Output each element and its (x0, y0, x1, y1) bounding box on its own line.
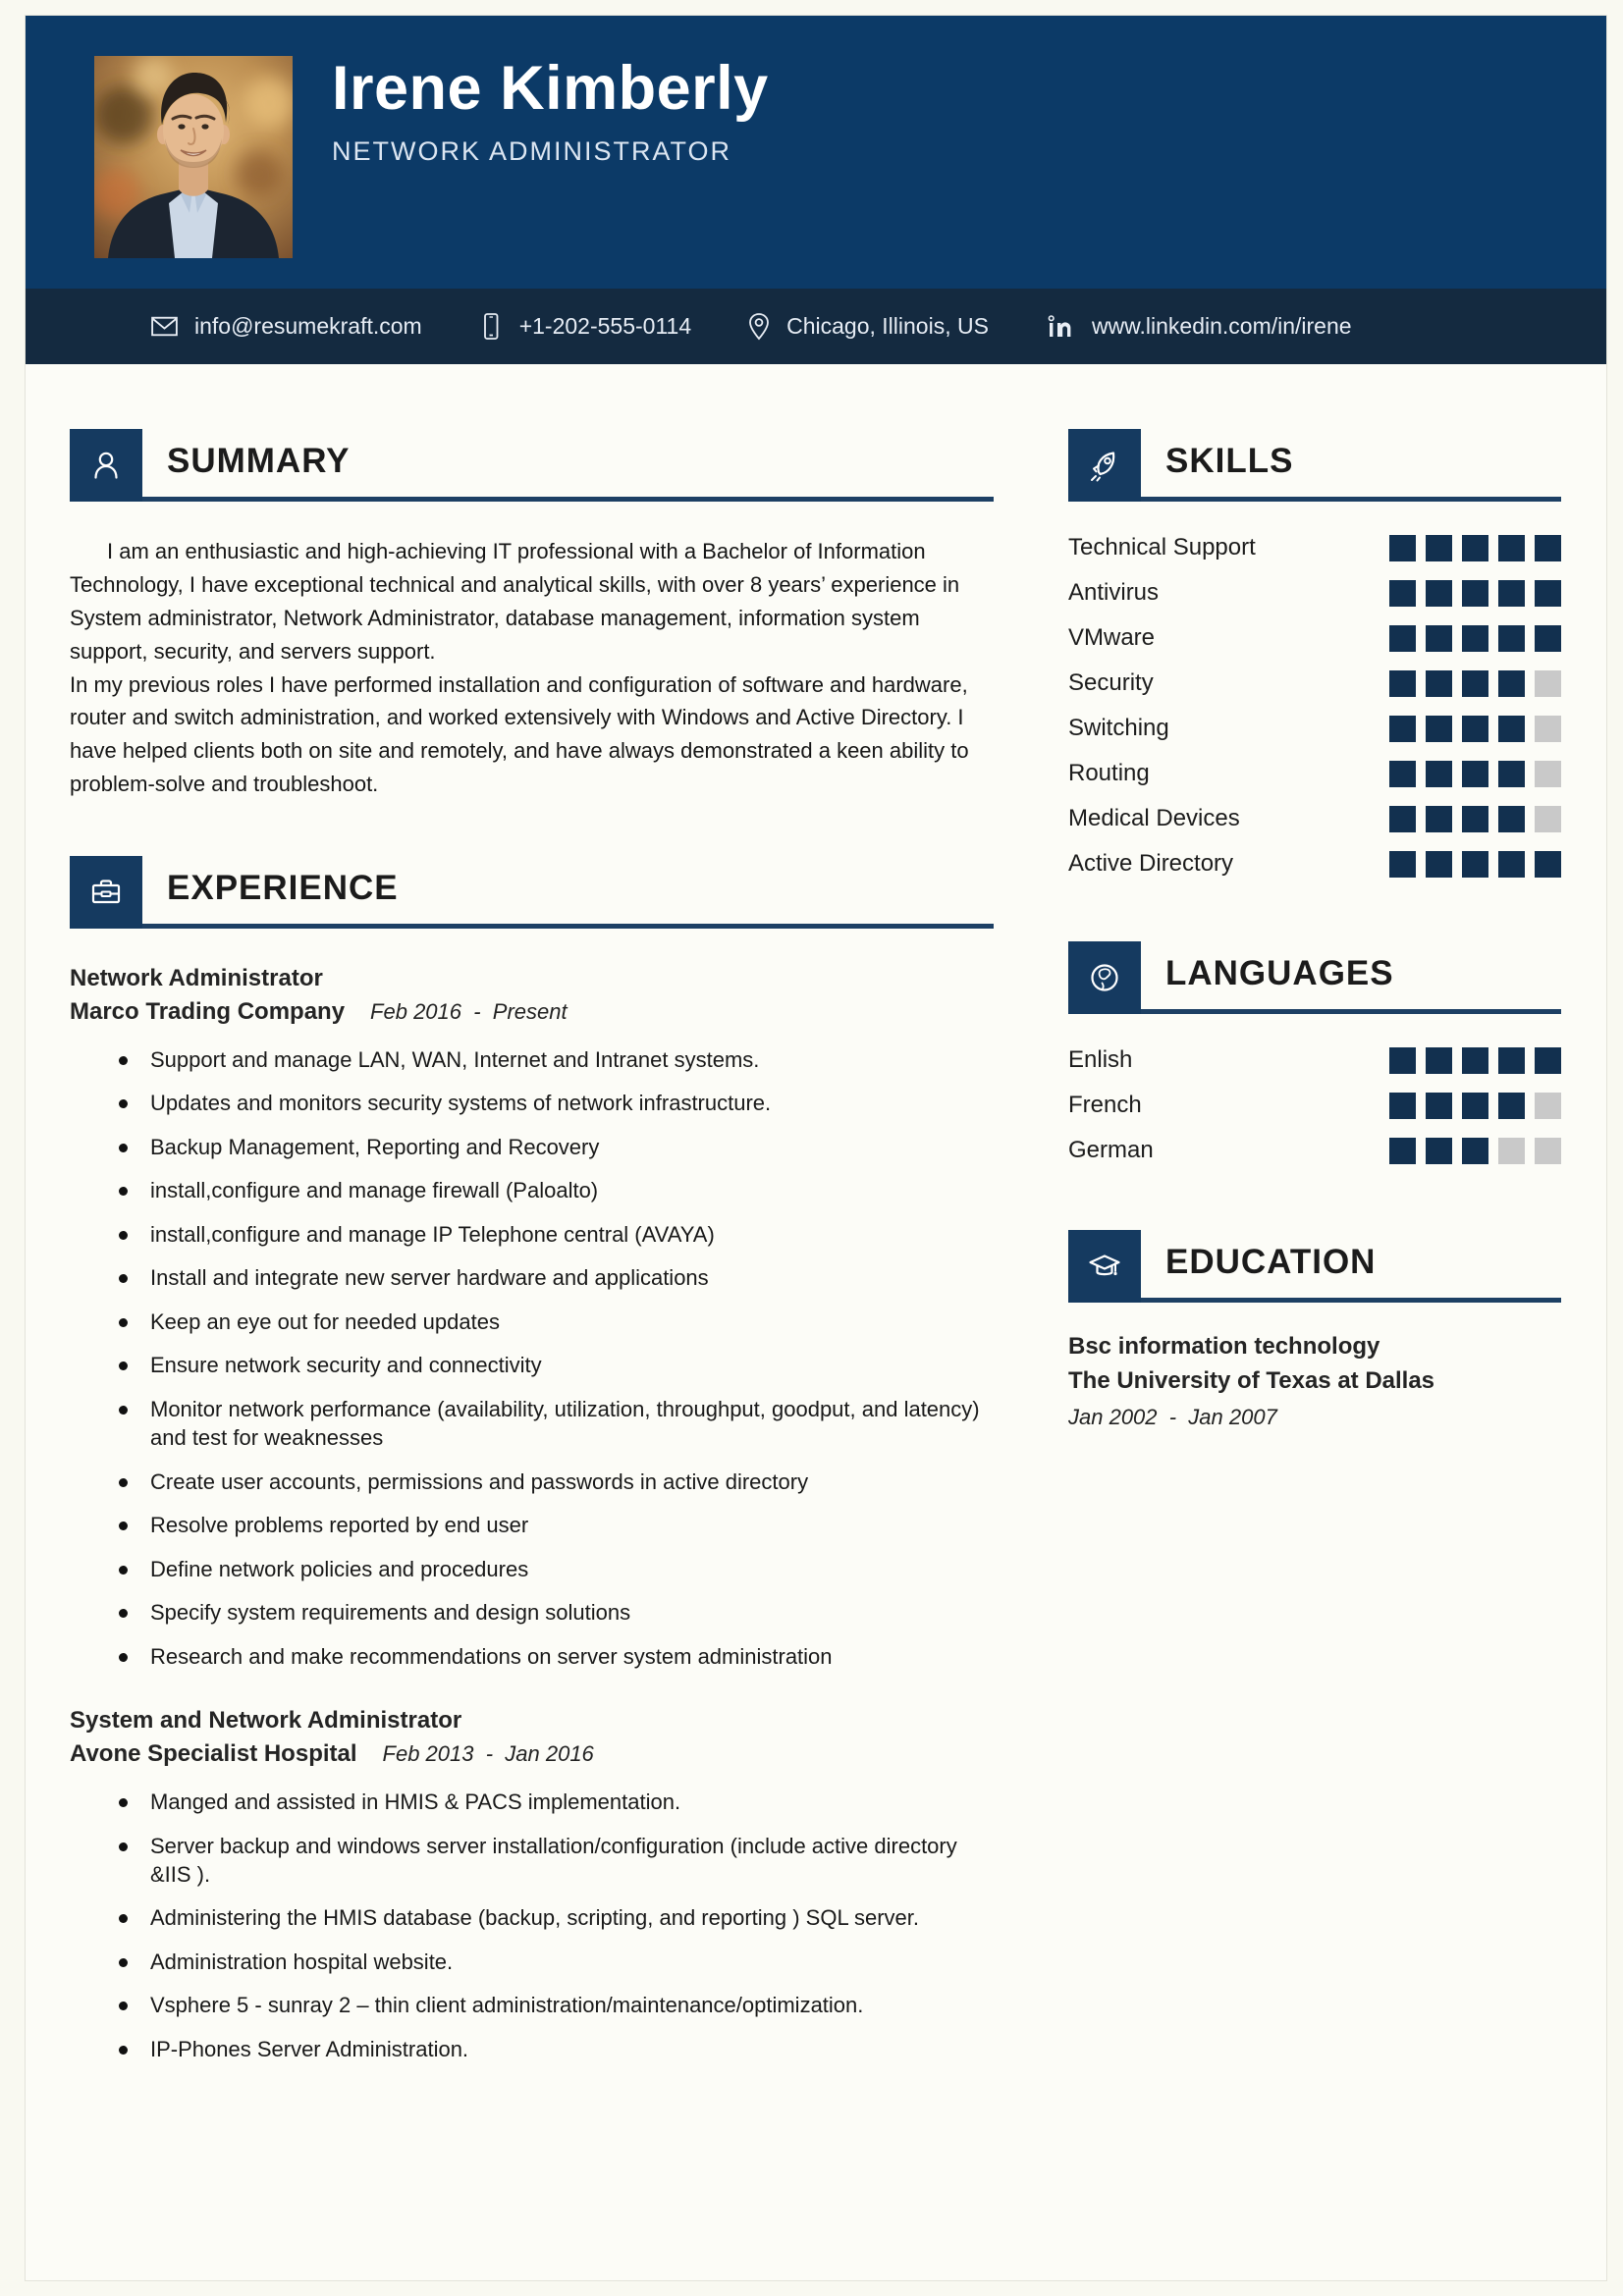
rating-square-filled (1462, 806, 1488, 832)
linkedin-icon (1044, 311, 1077, 342)
rating-square-filled (1498, 535, 1525, 561)
rating-square-empty (1535, 761, 1561, 787)
rating-square-filled (1462, 761, 1488, 787)
bullet-item: Vsphere 5 - sunray 2 – thin client administration/maintenance/optimization. (70, 1991, 994, 2019)
rating-square-filled (1535, 1047, 1561, 1074)
job-dates: Feb 2016 - Present (370, 999, 568, 1024)
rating-square-filled (1426, 670, 1452, 697)
job-title: System and Network Administrator (70, 1707, 462, 1735)
rating-label: Routing (1068, 760, 1150, 786)
bullet-item: Research and make recommendations on server system administration (70, 1642, 994, 1671)
contact-phone (477, 311, 691, 342)
rating-square-filled (1389, 806, 1416, 832)
rating-row (1068, 525, 1561, 570)
rating-squares (1389, 716, 1561, 742)
languages-section-header (1068, 941, 1561, 1014)
rating-square-filled (1462, 580, 1488, 607)
rating-row (1068, 661, 1561, 706)
rating-squares (1389, 625, 1561, 652)
bullet-item: Install and integrate new server hardware and applications (70, 1263, 994, 1292)
job-bullets (70, 1045, 994, 1671)
rating-square-filled (1426, 1138, 1452, 1164)
rating-square-filled (1535, 535, 1561, 561)
section-underline (70, 924, 994, 929)
rating-square-filled (1498, 851, 1525, 878)
bullet-item: Backup Management, Reporting and Recovery (70, 1133, 994, 1161)
rating-squares (1389, 806, 1561, 832)
bullet-item: Support and manage LAN, WAN, Internet and Intranet systems. (70, 1045, 994, 1074)
bullet-item: Create user accounts, permissions and passwords in active directory (70, 1468, 994, 1496)
rating-square-filled (1389, 580, 1416, 607)
languages-icon-box (1068, 941, 1141, 1014)
rating-square-empty (1535, 670, 1561, 697)
rating-square-filled (1389, 535, 1416, 561)
rocket-icon (1085, 446, 1124, 485)
person-role: NETWORK ADMINISTRATOR (332, 136, 732, 167)
rating-label: Security (1068, 669, 1154, 696)
rating-square-filled (1426, 716, 1452, 742)
rating-label: Switching (1068, 715, 1169, 741)
section-underline (1068, 497, 1561, 502)
rating-label: Technical Support (1068, 534, 1256, 561)
rating-row (1068, 796, 1561, 841)
rating-label: Enlish (1068, 1046, 1133, 1073)
education-degree: Bsc information technology (1068, 1333, 1380, 1360)
job-company: Avone Specialist Hospital (70, 1740, 357, 1768)
languages-heading: LANGUAGES (1165, 954, 1394, 992)
rating-square-filled (1462, 851, 1488, 878)
bullet-item: Manged and assisted in HMIS & PACS implementation. (70, 1788, 994, 1816)
rating-square-filled (1498, 625, 1525, 652)
rating-square-filled (1426, 806, 1452, 832)
bullet-item: install,configure and manage IP Telephone central (AVAYA) (70, 1220, 994, 1249)
rating-row (1068, 841, 1561, 886)
person-icon (86, 446, 126, 485)
experience-section-header (70, 856, 994, 929)
rating-square-filled (1498, 716, 1525, 742)
job-company-line (70, 998, 994, 1026)
bullet-item: install,configure and manage firewall (Paloalto) (70, 1176, 994, 1204)
contact-bar (26, 289, 1606, 364)
rating-square-filled (1426, 535, 1452, 561)
summary-heading: SUMMARY (167, 442, 351, 480)
rating-square-filled (1426, 1047, 1452, 1074)
job-title: Network Administrator (70, 965, 323, 991)
rating-square-filled (1389, 716, 1416, 742)
globe-icon (1085, 958, 1124, 997)
bullet-item: Keep an eye out for needed updates (70, 1308, 994, 1336)
job-bullets (70, 1788, 994, 2063)
bullet-item: Monitor network performance (availability, utilization, throughput, goodput, and latency) and test for weaknesses (70, 1395, 994, 1453)
rating-row (1068, 1038, 1561, 1083)
location-pin-icon (746, 311, 772, 342)
rating-squares (1389, 1093, 1561, 1119)
bullet-item: Define network policies and procedures (70, 1555, 994, 1583)
bullet-item: Updates and monitors security systems of network infrastructure. (70, 1089, 994, 1117)
rating-square-filled (1389, 1047, 1416, 1074)
rating-square-empty (1535, 1138, 1561, 1164)
section-underline (1068, 1298, 1561, 1303)
rating-squares (1389, 670, 1561, 697)
rating-square-filled (1389, 625, 1416, 652)
graduation-cap-icon (1085, 1247, 1124, 1286)
rating-square-filled (1426, 580, 1452, 607)
summary-icon-box (70, 429, 142, 502)
profile-photo-illustration (94, 56, 293, 258)
rating-square-filled (1389, 851, 1416, 878)
section-underline (1068, 1009, 1561, 1014)
header (26, 16, 1606, 289)
rating-square-filled (1426, 625, 1452, 652)
envelope-icon (149, 311, 180, 342)
phone-icon (477, 311, 505, 342)
rating-square-filled (1462, 1047, 1488, 1074)
rating-square-filled (1498, 670, 1525, 697)
rating-row (1068, 751, 1561, 796)
rating-square-filled (1498, 761, 1525, 787)
skills-heading: SKILLS (1165, 442, 1294, 480)
briefcase-icon (86, 873, 126, 912)
rating-square-filled (1462, 1093, 1488, 1119)
rating-square-filled (1389, 1138, 1416, 1164)
rating-square-filled (1535, 851, 1561, 878)
job-company: Marco Trading Company (70, 998, 346, 1025)
rating-label: VMware (1068, 624, 1156, 651)
rating-row (1068, 706, 1561, 751)
rating-square-empty (1535, 1093, 1561, 1119)
skills-list (1068, 525, 1561, 886)
contact-linkedin (1044, 311, 1352, 342)
rating-square-filled (1426, 851, 1452, 878)
rating-square-filled (1498, 1047, 1525, 1074)
rating-squares (1389, 580, 1561, 607)
contact-phone-text: +1-202-555-0114 (518, 313, 692, 339)
rating-label: Medical Devices (1068, 805, 1240, 831)
rating-square-filled (1462, 1138, 1488, 1164)
contact-email (149, 311, 422, 342)
summary-section-header (70, 429, 994, 502)
rating-label: French (1068, 1092, 1142, 1118)
job-entry (70, 964, 994, 1671)
rating-row (1068, 615, 1561, 661)
rating-row (1068, 570, 1561, 615)
experience-icon-box (70, 856, 142, 929)
bullet-item: Server backup and windows server installation/configuration (include active directory &IIS ). (70, 1832, 994, 1890)
section-underline (70, 497, 994, 502)
bullet-item: Administration hospital website. (70, 1948, 994, 1976)
rating-squares (1389, 1138, 1561, 1164)
rating-square-empty (1535, 806, 1561, 832)
rating-squares (1389, 535, 1561, 561)
person-name: Irene Kimberly (332, 54, 769, 123)
rating-square-filled (1535, 625, 1561, 652)
rating-row (1068, 1083, 1561, 1128)
skills-icon-box (1068, 429, 1141, 502)
contact-email-text: info@resumekraft.com (194, 313, 422, 339)
rating-square-filled (1462, 670, 1488, 697)
rating-square-empty (1498, 1138, 1525, 1164)
education-entry (1068, 1330, 1561, 1430)
rating-squares (1389, 761, 1561, 787)
contact-location (746, 311, 989, 342)
education-section-header (1068, 1230, 1561, 1303)
rating-square-filled (1462, 535, 1488, 561)
resume-page (25, 15, 1607, 2281)
rating-square-filled (1389, 1093, 1416, 1119)
job-entry (70, 1706, 994, 2063)
rating-square-empty (1535, 716, 1561, 742)
rating-squares (1389, 851, 1561, 878)
rating-row (1068, 1128, 1561, 1173)
rating-square-filled (1498, 1093, 1525, 1119)
rating-label: Active Directory (1068, 850, 1234, 877)
rating-square-filled (1462, 716, 1488, 742)
job-dates: Feb 2013 - Jan 2016 (382, 1741, 594, 1767)
jobs-container (70, 964, 994, 2063)
education-icon-box (1068, 1230, 1141, 1303)
rating-square-filled (1498, 806, 1525, 832)
rating-square-filled (1389, 670, 1416, 697)
rating-square-filled (1498, 580, 1525, 607)
education-school: The University of Texas at Dallas (1068, 1366, 1435, 1394)
rating-square-filled (1462, 625, 1488, 652)
rating-square-filled (1426, 1093, 1452, 1119)
skills-section-header (1068, 429, 1561, 502)
summary-paragraph: In my previous roles I have performed installation and configuration of software and hardware, router and switch administration, and worked extensively with Windows and Active Directory. I have helped clients both on site and remotely, and have always demonstrated a keen ability to problem-solve and troubleshoot. (70, 671, 969, 797)
summary-paragraph: I am an enthusiastic and high-achieving IT professional with a Bachelor of Information Technology, I have exceptional technical and analytical skills, with over 8 years’ experience in System administrator, Network Administrator, database management, information system support, security, and servers support. (70, 539, 960, 664)
rating-square-filled (1535, 580, 1561, 607)
rating-squares (1389, 1047, 1561, 1074)
bullet-item: Resolve problems reported by end user (70, 1511, 994, 1539)
languages-list (1068, 1038, 1561, 1173)
contact-location-text: Chicago, Illinois, US (786, 313, 989, 339)
rating-label: Antivirus (1068, 579, 1160, 606)
education-dates: Jan 2002 - Jan 2007 (1068, 1404, 1277, 1429)
rating-square-filled (1426, 761, 1452, 787)
summary-text (70, 535, 994, 801)
bullet-item: Administering the HMIS database (backup, scripting, and reporting ) SQL server. (70, 1903, 994, 1932)
job-company-line (70, 1740, 994, 1768)
rating-label: German (1068, 1137, 1154, 1163)
bullet-item: Specify system requirements and design solutions (70, 1598, 994, 1627)
profile-photo (94, 56, 293, 258)
bullet-item: Ensure network security and connectivity (70, 1351, 994, 1379)
rating-square-filled (1389, 761, 1416, 787)
education-heading: EDUCATION (1165, 1243, 1377, 1281)
bullet-item: IP-Phones Server Administration. (70, 2035, 994, 2063)
contact-linkedin-text: www.linkedin.com/in/irene (1091, 313, 1352, 339)
experience-heading: EXPERIENCE (167, 869, 399, 907)
